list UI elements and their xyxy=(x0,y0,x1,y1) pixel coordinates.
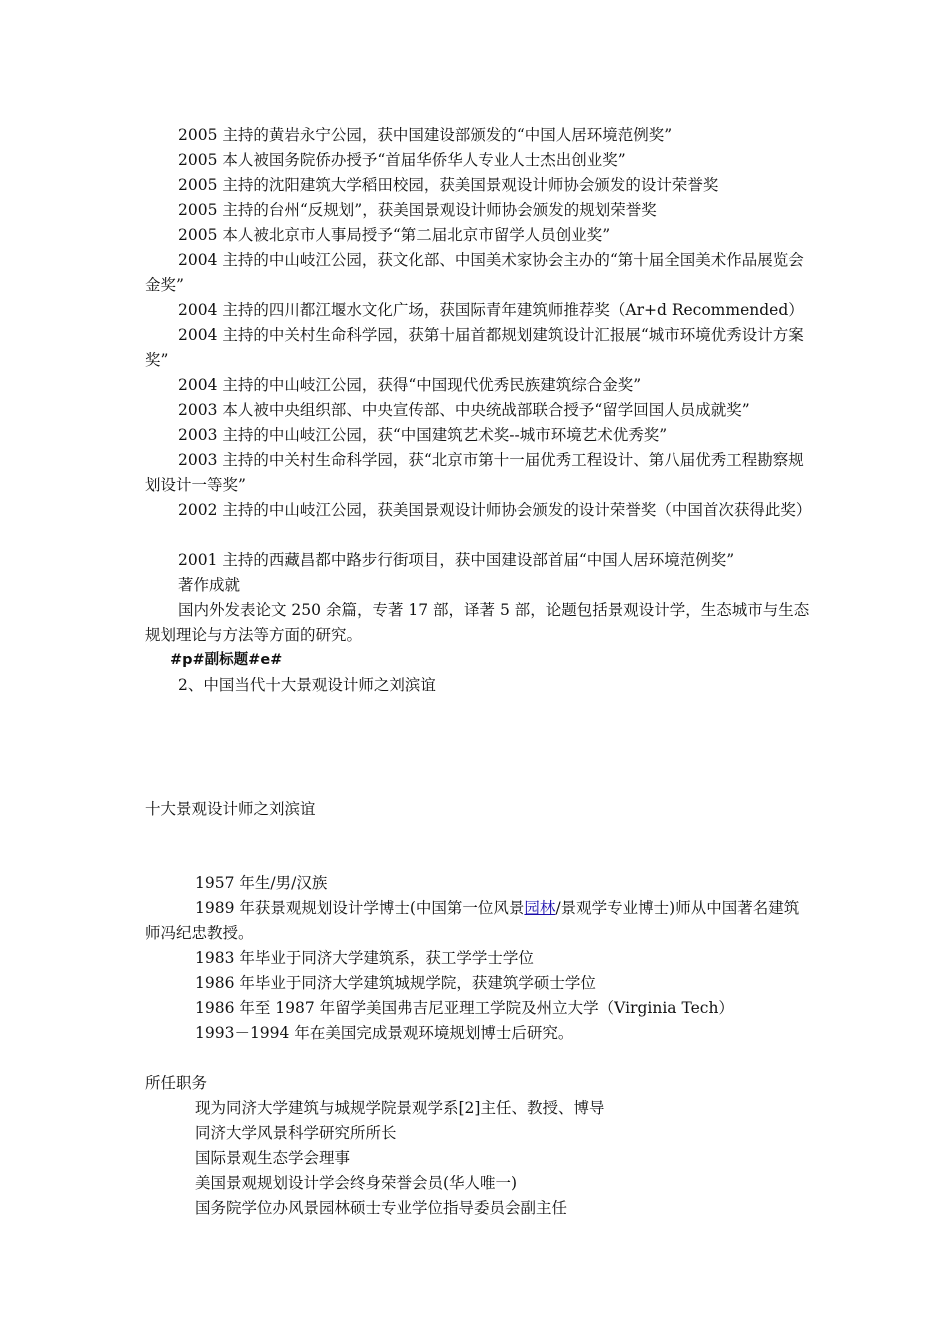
bio-line: 1957 年生/男/汉族 xyxy=(195,874,328,892)
works-text: 国内外发表论文 250 余篇，专著 17 部，译著 5 部，论题包括景观设计学，生态城市与生态规划理论与方法等方面的研究。 xyxy=(145,601,810,644)
award-item: 2003 本人被中央组织部、中央宣传部、中央统战部联合授予“留学回国人员成就奖” xyxy=(178,401,750,419)
award-item: 2004 主持的四川都江堰水文化广场，获国际青年建筑师推荐奖（Ar+d Recommended） xyxy=(178,301,804,319)
section-title: 2、中国当代十大景观设计师之刘滨谊 xyxy=(178,676,436,694)
position-item: 同济大学风景科学研究所所长 xyxy=(195,1124,397,1142)
award-item: 2005 本人被北京市人事局授予“第二届北京市留学人员创业奖” xyxy=(178,226,611,244)
award-item: 2003 主持的中关村生命科学园，获“北京市第十一届优秀工程设计、第八届优秀工程勘察规划设计一等奖” xyxy=(145,451,804,494)
award-item: 2005 主持的黄岩永宁公园，获中国建设部颁发的“中国人居环境范例奖” xyxy=(178,126,673,144)
bio-text: /景观学专业博士)师从中国著名建筑师冯纪忠教授。 xyxy=(145,899,800,942)
bio-line: 1986 年毕业于同济大学建筑城规学院，获建筑学硕士学位 xyxy=(195,974,596,992)
award-item: 2005 本人被国务院侨办授予“首届华侨华人专业人士杰出创业奖” xyxy=(178,151,626,169)
position-item: 国务院学位办风景园林硕士专业学位指导委员会副主任 xyxy=(195,1199,568,1217)
bio-line xyxy=(145,896,810,946)
award-item: 2004 主持的中山岐江公园，获文化部、中国美术家协会主办的“第十届全国美术作品展览会金奖” xyxy=(145,251,804,294)
position-item: 美国景观规划设计学会终身荣誉会员(华人唯一) xyxy=(195,1174,518,1192)
bio-line: 1983 年毕业于同济大学建筑系，获工学学士学位 xyxy=(195,949,534,967)
person-title: 十大景观设计师之刘滨谊 xyxy=(145,800,316,818)
positions-heading: 所任职务 xyxy=(145,1074,208,1092)
award-item: 2004 主持的中关村生命科学园，获第十届首都规划建筑设计汇报展“城市环境优秀设计方案奖” xyxy=(145,326,804,369)
bio-text: 1989 年获景观规划设计学博士(中国第一位风景 xyxy=(195,899,525,917)
award-item: 2003 主持的中山岐江公园，获“中国建筑艺术奖--城市环境艺术优秀奖” xyxy=(178,426,668,444)
position-item: 现为同济大学建筑与城规学院景观学系[2]主任、教授、博导 xyxy=(195,1099,605,1117)
award-item: 2004 主持的中山岐江公园，获得“中国现代优秀民族建筑综合金奖” xyxy=(178,376,642,394)
bio-line: 1993－1994 年在美国完成景观环境规划博士后研究。 xyxy=(195,1024,574,1042)
award-item: 2005 主持的沈阳建筑大学稻田校园，获美国景观设计师协会颁发的设计荣誉奖 xyxy=(178,176,719,194)
subtitle-marker: #p#副标题#e# xyxy=(170,652,283,668)
position-item: 国际景观生态学会理事 xyxy=(195,1149,351,1167)
garden-link[interactable]: 园林 xyxy=(524,899,556,917)
award-item: 2005 主持的台州“反规划”，获美国景观设计师协会颁发的规划荣誉奖 xyxy=(178,201,657,219)
award-item: 2002 主持的中山岐江公园，获美国景观设计师协会颁发的设计荣誉奖（中国首次获得此奖） xyxy=(178,501,812,519)
bio-line: 1986 年至 1987 年留学美国弗吉尼亚理工学院及州立大学（Virginia Tech） xyxy=(195,999,734,1017)
works-heading: 著作成就 xyxy=(178,576,241,594)
award-item: 2001 主持的西藏昌都中路步行街项目，获中国建设部首届“中国人居环境范例奖” xyxy=(178,551,735,569)
